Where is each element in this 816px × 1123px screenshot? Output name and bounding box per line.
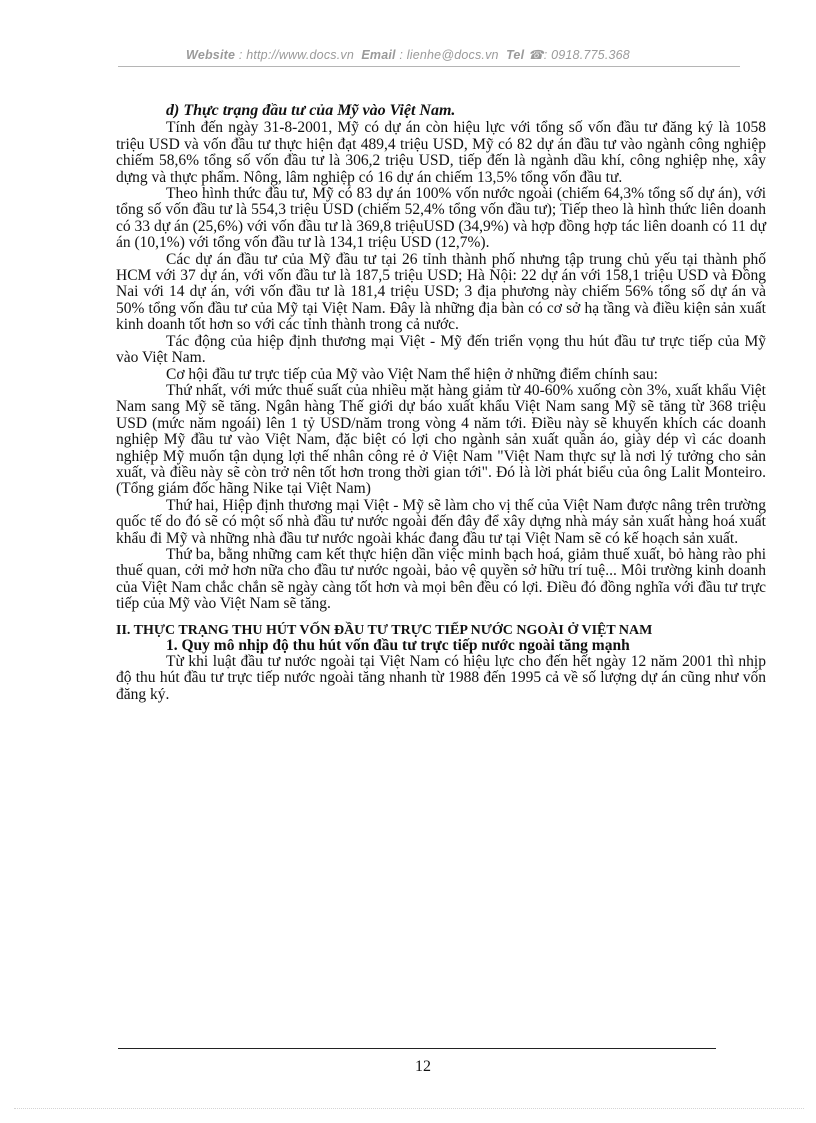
document-body bbox=[116, 96, 766, 703]
section-heading: II. THỰC TRẠNG THU HÚT VỐN ĐẦU TƯ TRỰC TIẾP NƯỚC NGOÀI Ở VIỆT NAM bbox=[116, 622, 653, 638]
tel-label: Tel bbox=[506, 48, 525, 62]
paragraph: Thứ hai, Hiệp định thương mại Việt - Mỹ sẽ làm cho vị thế của Việt Nam được nâng trên trường quốc tế do đó sẽ có một số nhà đầu tư nước ngoài đến đây để xây dựng nhà máy sản xuất hàng hoá xuất khẩu đi Mỹ và những nhà đầu tư nước ngoài khác đang đầu tư tại Việt Nam sẽ có kế hoạch sản xuất. bbox=[116, 496, 766, 547]
website-value: : http://www.docs.vn bbox=[238, 48, 355, 62]
email-value: : lienhe@docs.vn bbox=[399, 48, 499, 62]
website-label: Website bbox=[186, 48, 236, 62]
page-bottom-border bbox=[14, 1108, 804, 1109]
paragraph: Theo hình thức đầu tư, Mỹ có 83 dự án 100% vốn nước ngoài (chiếm 64,3% tổng số dự án), với tổng số vốn đầu tư là 554,3 triệu USD (chiếm 52,4% tổng vốn đầu tư); Tiếp theo là hình thức liên doanh có 33 dự án (25,6%) với vốn đầu tư là 369,8 triệuUSD (34,9%) và hợp đồng hợp tác liên doanh có 11 dự án (10,1%) với tổng vốn đầu tư là 134,1 triệu USD (12,7%). bbox=[116, 185, 766, 252]
paragraph: Thứ nhất, với mức thuế suất của nhiều mặt hàng giảm từ 40-60% xuống còn 3%, xuất khẩu Việt Nam sang Mỹ sẽ tăng. Ngân hàng Thế giới dự báo xuất khẩu Việt Nam sang Mỹ sẽ tăng từ 368 triệu USD (mức năm ngoái) lên 1 tỷ USD/năm trong vòng 4 năm tới. Điều này sẽ khuyến khích các doanh nghiệp Mỹ đầu tư vào Việt Nam, đặc biệt có lợi cho ngành sản xuất quần áo, giày dép vì các doanh nghiệp Mỹ muốn tận dụng lợi thế nhân công rẻ ở Việt Nam "Việt Nam thực sự là nơi lý tưởng cho sản xuất, và điều này sẽ còn trở nên tốt hơn trong thời gian tới". Đó là lời phát biểu của ông Lalit Monteiro. (Tổng giám đốc hãng Nike tại Việt Nam) bbox=[116, 381, 766, 498]
subheading-us-investment: d) Thực trạng đầu tư của Mỹ vào Việt Nam. bbox=[166, 102, 456, 119]
paragraph: Cơ hội đầu tư trực tiếp của Mỹ vào Việt Nam thể hiện ở những điểm chính sau: bbox=[166, 365, 658, 383]
page-header bbox=[0, 47, 816, 62]
paragraph: Tính đến ngày 31-8-2001, Mỹ có dự án còn hiệu lực với tổng số vốn đầu tư đăng ký là 1058 triệu USD và vốn đầu tư thực hiện đạt 489,4 triệu USD, Mỹ có 82 dự án đầu tư vào ngành công nghiệp chiếm 58,6% tổng số vốn đầu tư là 306,2 triệu USD, tiếp đến là ngành dầu khí, công nghiệp nhẹ, xây dựng và thực phẩm. Nông, lâm nghiệp có 16 dự án chiếm 13,5% tổng vốn đầu tư. bbox=[116, 119, 766, 186]
email-label: Email bbox=[361, 48, 396, 62]
footer-divider bbox=[118, 1048, 716, 1049]
paragraph: Từ khi luật đầu tư nước ngoài tại Việt Nam có hiệu lực cho đến hết ngày 12 năm 2001 thì nhịp độ thu hút đầu tư trực tiếp nước ngoài tăng nhanh từ 1988 đến 1995 cả về số lượng dự án cũng như vốn đăng ký. bbox=[116, 653, 766, 703]
header-divider bbox=[118, 66, 740, 67]
paragraph: Thứ ba, bằng những cam kết thực hiện dần việc minh bạch hoá, giảm thuế xuất, bỏ hàng rào phi thuế quan, cởi mở hơn nữa cho đầu tư nước ngoài, bảo vệ quyền sở hữu trí tuệ... Môi trường kinh doanh của Việt Nam chắc chắn sẽ ngày càng tốt hơn và mọi bên đều có lợi. Điều đó đồng nghĩa với đầu tư trực tiếp của Mỹ vào Việt Nam sẽ tăng. bbox=[116, 545, 766, 613]
paragraph: Tác động của hiệp định thương mại Việt - Mỹ đến triển vọng thu hút đầu tư trực tiếp của Mỹ vào Việt Nam. bbox=[116, 332, 766, 367]
subsection-heading: 1. Quy mô nhịp độ thu hút vốn đầu tư trực tiếp nước ngoài tăng mạnh bbox=[166, 636, 630, 654]
phone-icon: ☎ bbox=[527, 48, 544, 62]
paragraph: Các dự án đầu tư của Mỹ đầu tư tại 26 tỉnh thành phố nhưng tập trung chủ yếu tại thành phố HCM với 37 dự án, với vốn đầu tư là 187,5 triệu USD; Hà Nội: 22 dự án với 158,1 triệu USD và Đồng Nai với 14 dự án, với vốn đầu tư là 181,4 triệu USD; 3 địa phương này chiếm 56% tổng số dự án và 50% tổng vốn đầu tư của Mỹ tại Việt Nam. Đây là những địa bàn có cơ sở hạ tầng và điều kiện sản xuất kinh doanh tốt hơn so với các tỉnh thành trong cả nước. bbox=[116, 250, 766, 334]
tel-value: : 0918.775.368 bbox=[543, 48, 630, 62]
page-number: 12 bbox=[415, 1058, 431, 1075]
